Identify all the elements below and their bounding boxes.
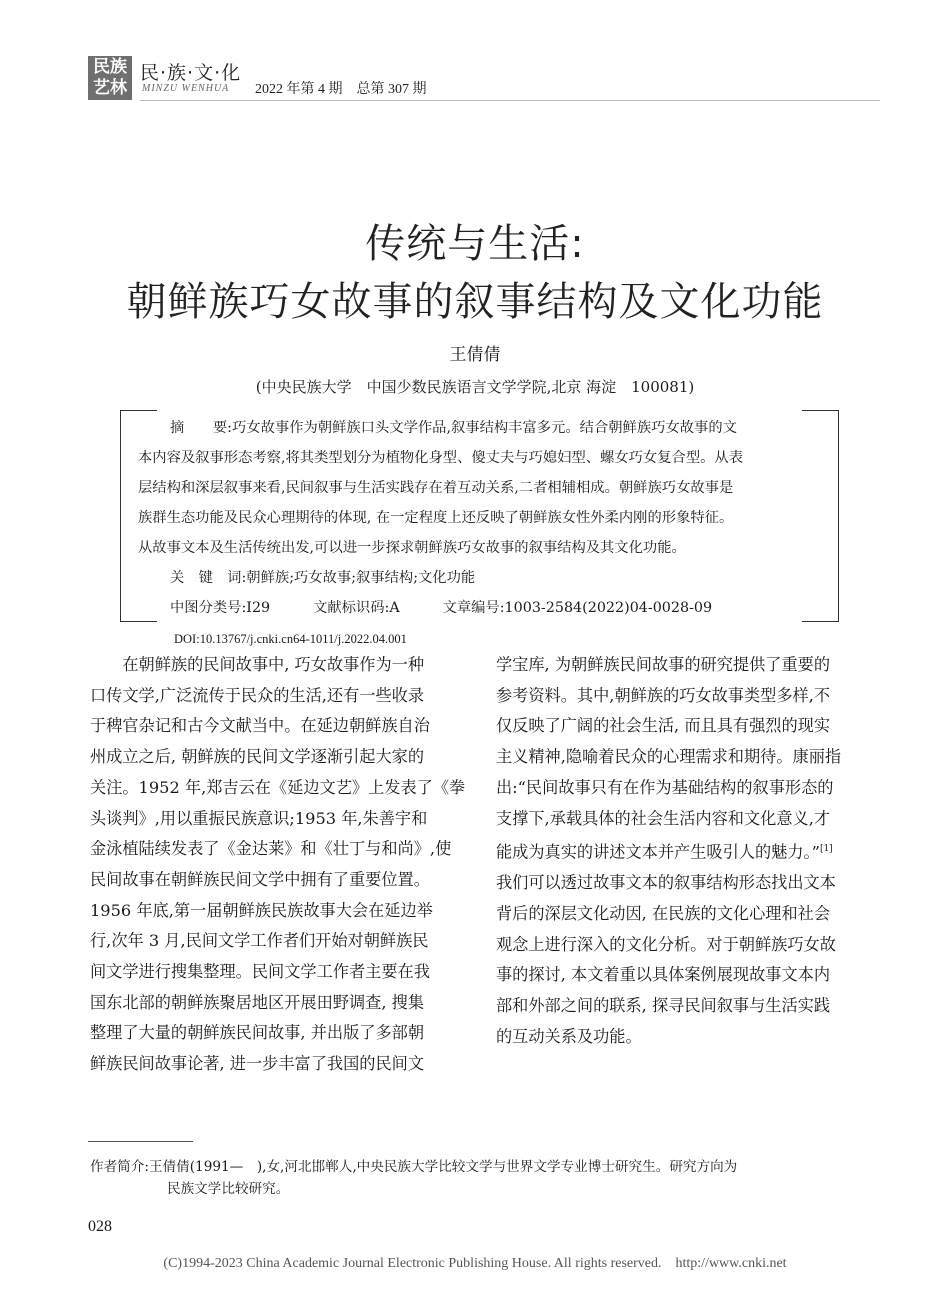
logo-text-bottom: 艺林 <box>93 78 127 98</box>
header-divider <box>140 100 880 101</box>
abstract-line: 本内容及叙事形态考察,将其类型划分为植物化身型、傻丈夫与巧媳妇型、螺女巧女复合型。从表 <box>138 450 744 466</box>
author-name: 王倩倩 <box>449 345 501 365</box>
paragraph-line: 参考资料。其中,朝鲜族的巧女故事类型多样,不 <box>496 685 831 705</box>
paragraph-line: 鲜族民间故事论著, 进一步丰富了我国的民间文 <box>90 1054 425 1074</box>
copyright-notice: (C)1994-2023 China Academic Journal Electronic Publishing House. All rights reserved. http://www.cnki.net <box>163 1256 787 1271</box>
issue-info: 2022 年第 4 期 总第 307 期 <box>255 82 427 97</box>
paragraph-line-text: 能成为真实的讲述文本并产生吸引人的魅力。” <box>496 842 820 862</box>
paragraph-line: 整理了大量的朝鲜族民间故事, 并出版了多部朝 <box>90 1023 425 1043</box>
paragraph-line: 出:“民间故事只有在作为基础结构的叙事形态的 <box>496 777 834 797</box>
author-bio-line-1: 作者简介:王倩倩(1991— ),女,河北邯郸人,中央民族大学比较文学与世界文学专业博士研究生。研究方向为 <box>90 1159 738 1175</box>
article-title-line-2: 朝鲜族巧女故事的叙事结构及文化功能 <box>126 279 824 325</box>
abstract-line: 摘 要:巧女故事作为朝鲜族口头文学作品,叙事结构丰富多元。结合朝鲜族巧女故事的文 <box>170 420 737 436</box>
paragraph-line: 于稗官杂记和古今文献当中。在延边朝鲜族自治 <box>90 716 430 736</box>
paragraph-line: 在朝鲜族的民间故事中, 巧女故事作为一种 <box>90 655 425 674</box>
paragraph-line <box>496 834 876 868</box>
logo-text-top: 民族 <box>93 57 127 77</box>
abstract-line: 层结构和深层叙事来看,民间叙事与生活实践存在着互动关系,二者相辅相成。朝鲜族巧女故事是 <box>138 480 734 496</box>
paragraph-line: 观念上进行深入的文化分析。对于朝鲜族巧女故 <box>496 934 836 954</box>
page-number: 028 <box>88 1218 112 1235</box>
journal-logo <box>88 56 132 100</box>
paragraph-line: 主义精神,隐喻着民众的心理需求和期待。康丽指 <box>496 747 842 767</box>
paragraph-line: 1956 年底,第一届朝鲜族民族故事大会在延边举 <box>90 900 433 920</box>
body-left-column <box>90 650 470 1080</box>
keywords: 关 键 词:朝鲜族;巧女故事;叙事结构;文化功能 <box>170 570 476 586</box>
journal-brand-pinyin: MINZU WENHUA <box>142 83 230 94</box>
journal-brand: 民·族·文·化 <box>140 62 242 84</box>
paragraph-line: 我们可以透过故事文本的叙事结构形态找出文本 <box>496 873 836 893</box>
paragraph-line: 国东北部的朝鲜族聚居地区开展田野调查, 搜集 <box>90 992 425 1012</box>
paragraph-line: 间文学进行搜集整理。民间文学工作者主要在我 <box>90 962 430 982</box>
paragraph-line: 州成立之后, 朝鲜族的民间文学逐渐引起大家的 <box>90 747 425 767</box>
paragraph-line: 民间故事在朝鲜族民间文学中拥有了重要位置。 <box>90 869 430 889</box>
paragraph-line: 口传文学,广泛流传于民众的生活,还有一些收录 <box>90 685 425 705</box>
article-title-line-1: 传统与生活: <box>365 221 585 267</box>
paragraph-line: 学宝库, 为朝鲜族民间故事的研究提供了重要的 <box>496 655 831 674</box>
paragraph-line: 头谈判》,用以重振民族意识;1953 年,朱善宇和 <box>90 808 428 828</box>
abstract-line: 从故事文本及生活传统出发,可以进一步探求朝鲜族巧女故事的叙事结构及其文化功能。 <box>138 540 686 556</box>
citation-marker[interactable]: [1] <box>819 844 833 855</box>
author-bio-line-2: 民族文学比较研究。 <box>167 1181 290 1197</box>
paragraph-line: 仅反映了广阔的社会生活, 而且具有强烈的现实 <box>496 716 831 736</box>
paragraph-line: 关注。1952 年,郑吉云在《延边文艺》上发表了《拳 <box>90 777 466 797</box>
body-right-column <box>496 650 876 1053</box>
paragraph-line: 支撑下,承载具体的社会生活内容和文化意义,才 <box>496 808 831 828</box>
paragraph-line: 背后的深层文化动因, 在民族的文化心理和社会 <box>496 904 831 924</box>
doi: DOI:10.13767/j.cnki.cn64-1011/j.2022.04.001 <box>174 632 407 646</box>
paragraph-line: 的互动关系及功能。 <box>496 1026 642 1046</box>
author-affiliation: (中央民族大学 中国少数民族语言文学学院,北京 海淀 100081) <box>255 378 695 396</box>
paragraph-line: 金泳植陆续发表了《金达莱》和《壮丁与和尚》,使 <box>90 839 452 859</box>
paragraph-line: 部和外部之间的联系, 探寻民间叙事与生活实践 <box>496 996 831 1016</box>
classification-info: 中图分类号:I29 文献标识码:A 文章编号:1003-2584(2022)04-0028-09 <box>170 600 713 616</box>
paragraph-line: 事的探讨, 本文着重以具体案例展现故事文本内 <box>496 965 831 985</box>
paragraph-line: 行,次年 3 月,民间文学工作者们开始对朝鲜族民 <box>90 931 429 951</box>
footnote-divider <box>88 1141 193 1142</box>
abstract-line: 族群生态功能及民众心理期待的体现, 在一定程度上还反映了朝鲜族女性外柔内刚的形象特征。 <box>138 510 734 526</box>
